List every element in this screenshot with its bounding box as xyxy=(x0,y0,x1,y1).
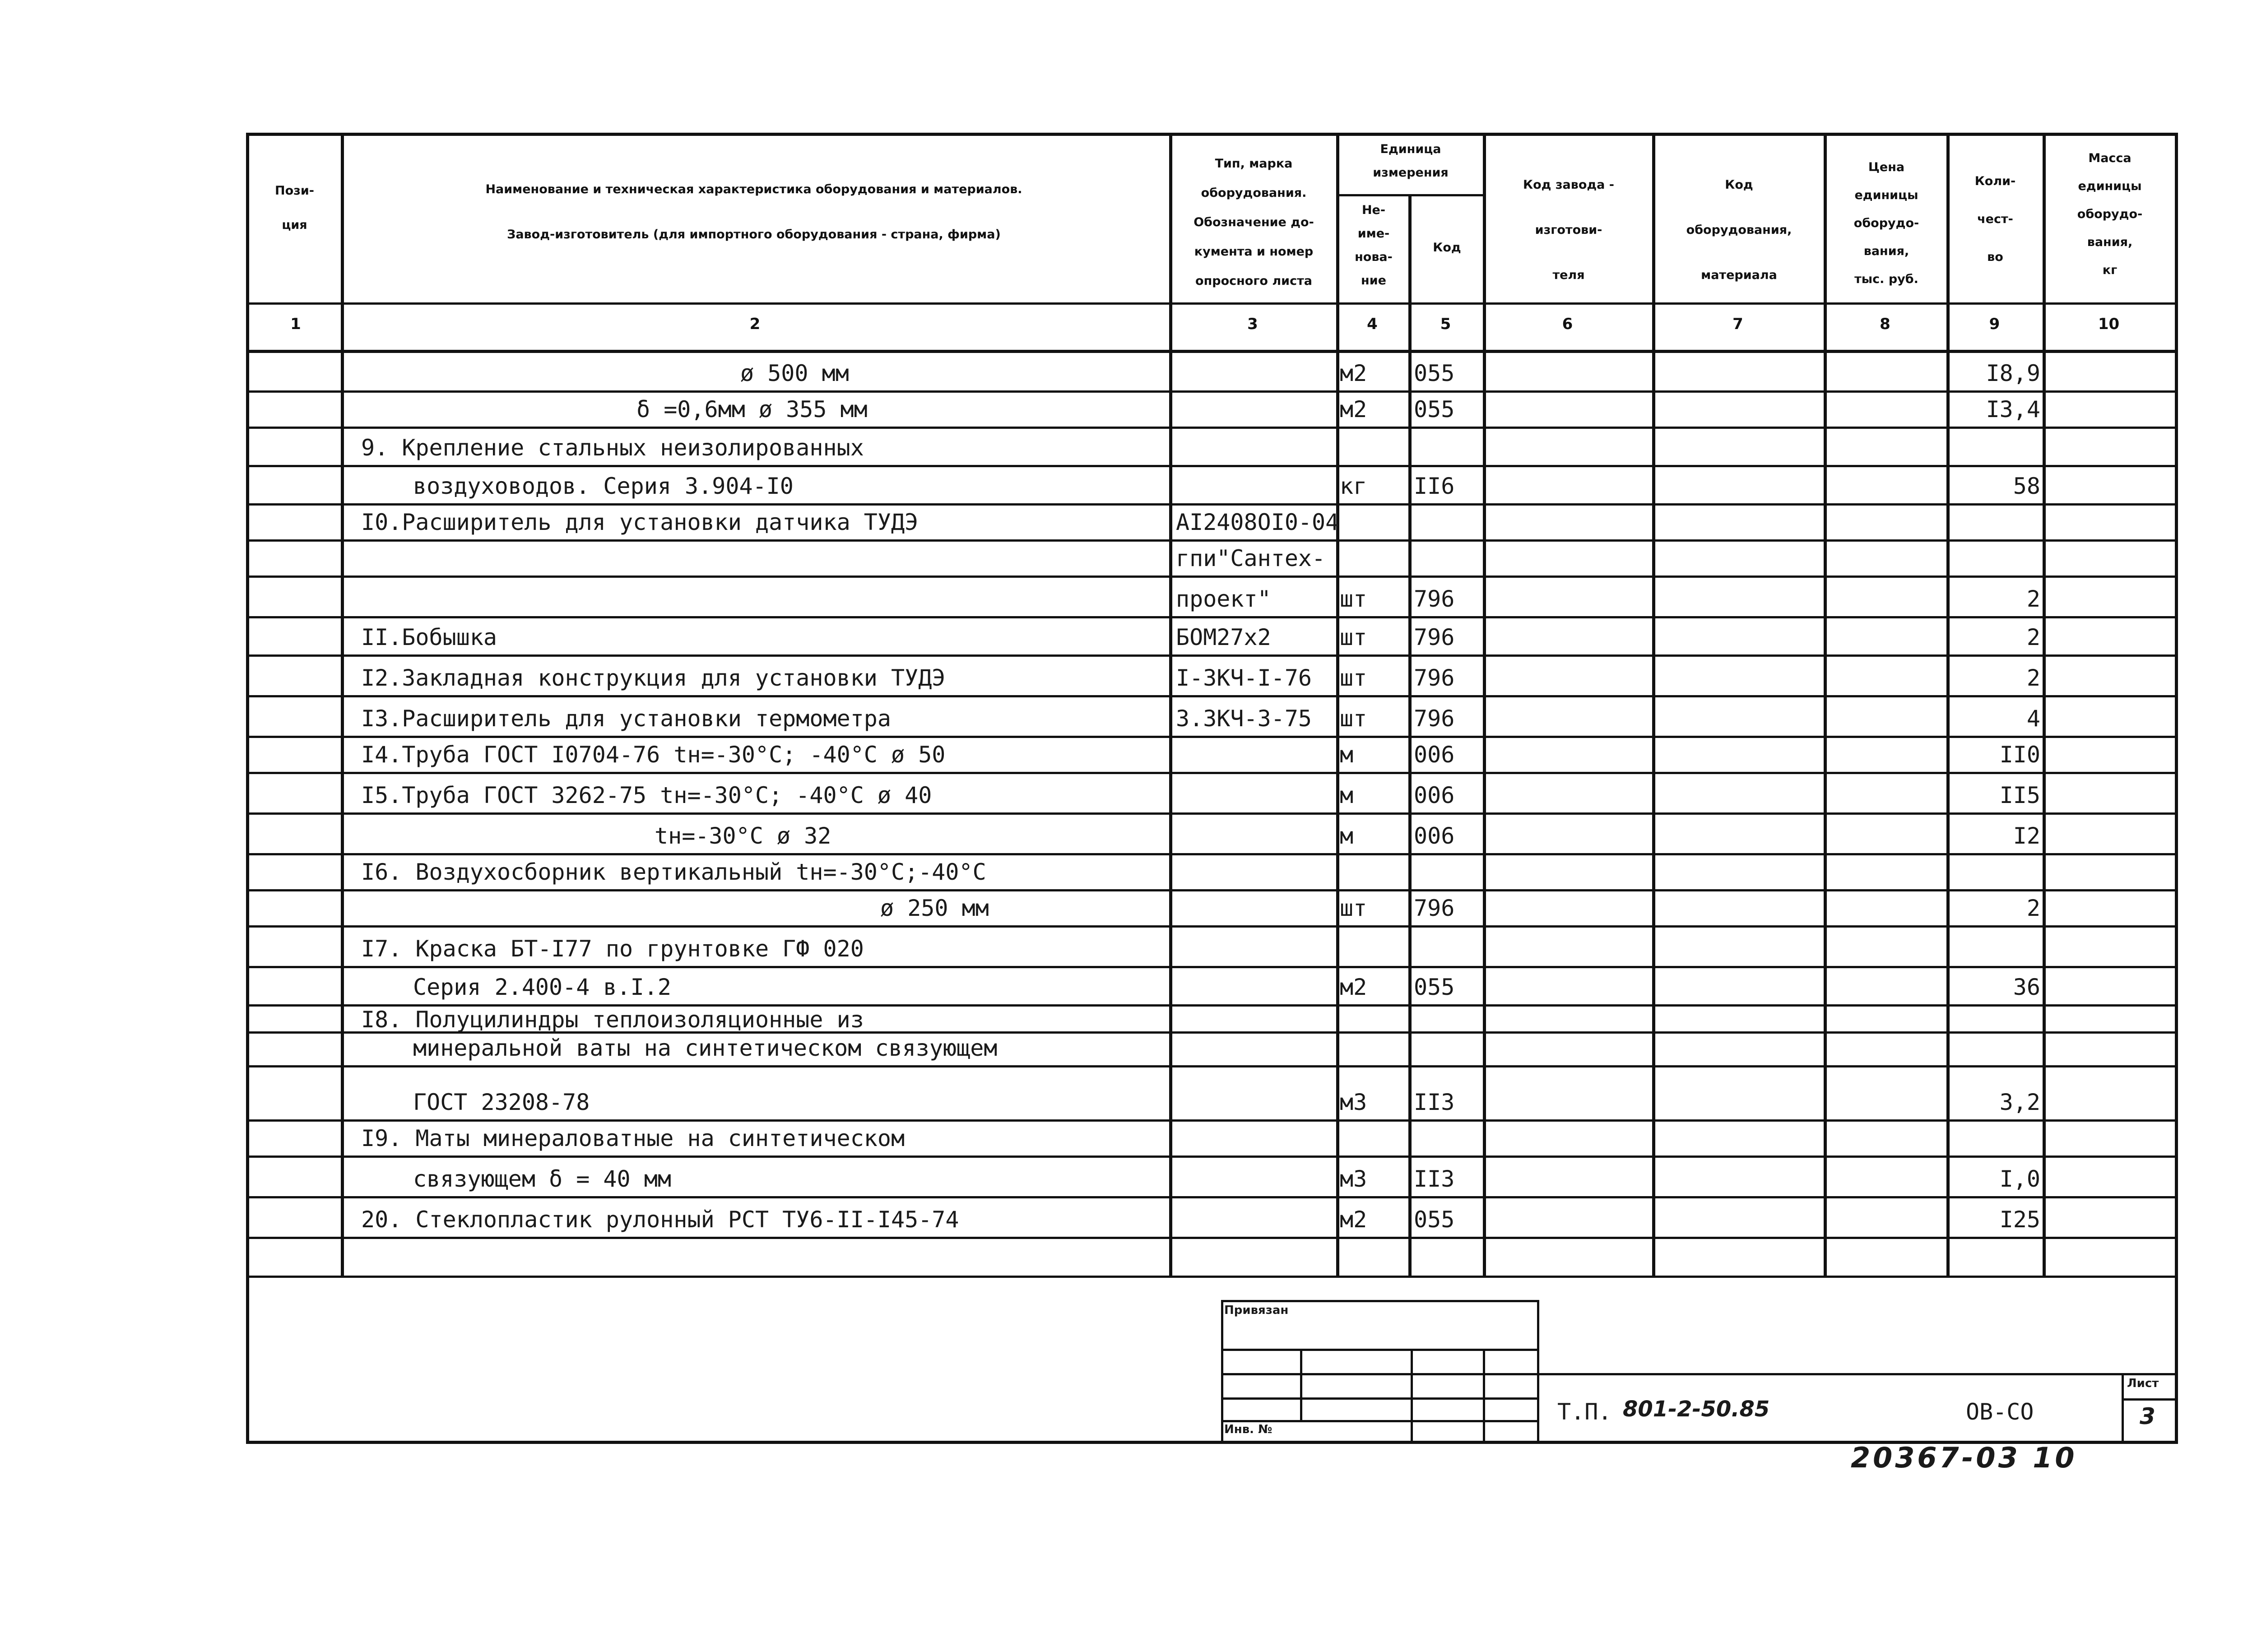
item-quantity: I,0 xyxy=(1999,1166,2040,1192)
item-quantity: I3,4 xyxy=(1986,396,2040,422)
bottom-code: 20367-03 10 xyxy=(1851,1441,2077,1474)
row-divider xyxy=(246,925,2178,928)
column-number: 2 xyxy=(749,315,761,333)
row-divider xyxy=(246,1119,2178,1122)
item-type: проект" xyxy=(1176,586,1271,612)
header-type: Тип, марка оборудования. Обозначение до- кумента и номер опросного листа xyxy=(1194,157,1314,288)
item-name: I4.Труба ГОСТ I0704-76 tн=-30°С; -40°С ø 50 xyxy=(361,742,946,768)
column-number: 10 xyxy=(2098,315,2120,333)
stamp-line xyxy=(1411,1349,1413,1442)
stamp-line xyxy=(1537,1373,2178,1375)
item-name: II.Бобышка xyxy=(361,624,497,650)
header-unit-name: Не- име- нова- ние xyxy=(1355,203,1393,288)
item-unit-code: 055 xyxy=(1414,360,1455,386)
item-unit-code: II6 xyxy=(1414,473,1455,499)
item-name: 9. Крепление стальных неизолированных xyxy=(361,435,864,461)
col-border-2 xyxy=(1169,133,1172,1277)
item-unit-code: 006 xyxy=(1414,742,1455,768)
row-divider xyxy=(246,427,2178,429)
item-unit-code: 796 xyxy=(1414,624,1455,650)
column-number: 4 xyxy=(1367,315,1378,333)
item-unit-code: 796 xyxy=(1414,705,1455,732)
item-type: 3.3КЧ-3-75 xyxy=(1176,705,1312,732)
item-quantity: 2 xyxy=(2026,624,2040,650)
item-unit-code: 796 xyxy=(1414,895,1455,921)
item-unit: м xyxy=(1340,742,1354,768)
stamp-line xyxy=(2122,1373,2124,1441)
col-border-right xyxy=(2175,133,2178,1444)
doc-code-prefix: Т.П. xyxy=(1557,1399,1612,1425)
item-unit: шт xyxy=(1340,705,1367,732)
sheet-label: Лист xyxy=(2127,1377,2159,1390)
row-divider xyxy=(246,736,2178,738)
stamp-line xyxy=(1537,1300,1539,1442)
row-divider xyxy=(246,539,2178,542)
item-quantity: 2 xyxy=(2026,665,2040,691)
row-divider xyxy=(246,772,2178,774)
col-border-8 xyxy=(1946,133,1950,1277)
item-quantity: 4 xyxy=(2026,705,2040,732)
item-name: I3.Расширитель для установки термометра xyxy=(361,705,891,732)
col-border-1 xyxy=(341,133,344,1277)
item-unit-code: 055 xyxy=(1414,1207,1455,1233)
row-divider xyxy=(246,465,2178,467)
item-unit-code: 055 xyxy=(1414,396,1455,422)
unit-group-divider xyxy=(1336,194,1483,196)
stamp-line xyxy=(1221,1300,1223,1442)
col-border-7 xyxy=(1824,133,1827,1277)
item-unit: шт xyxy=(1340,665,1367,691)
stamp-line xyxy=(2122,1398,2178,1401)
item-name: I2.Закладная конструкция для установки ТУДЭ xyxy=(361,665,946,691)
header-name: Наименование и техническая характеристика оборудования и материалов. Завод-изготовитель (для импортного оборудования - страна, фирма) xyxy=(485,182,1022,241)
item-quantity: I2 xyxy=(2013,823,2040,849)
col-border-left xyxy=(246,133,249,1444)
item-unit: м2 xyxy=(1340,396,1367,422)
item-name: воздуховодов. Серия 3.904-I0 xyxy=(413,473,794,499)
header-quantity: Коли- чест- во xyxy=(1974,174,2016,264)
header-position: Пози- ция xyxy=(275,184,314,232)
item-quantity: 2 xyxy=(2026,895,2040,921)
row-divider xyxy=(246,575,2178,578)
column-number: 9 xyxy=(1989,315,2000,333)
item-unit: м2 xyxy=(1340,974,1367,1000)
header-unit-group: Единица измерения xyxy=(1373,142,1449,180)
row-divider xyxy=(246,503,2178,506)
doc-mark: ОВ-СО xyxy=(1966,1399,2034,1425)
item-unit-code: 006 xyxy=(1414,782,1455,808)
item-name: I6. Воздухосборник вертикальный tн=-30°С;-40°С xyxy=(361,859,986,885)
col-border-5 xyxy=(1483,133,1486,1277)
item-name: I7. Краска БТ-I77 по грунтовке ГФ 020 xyxy=(361,936,864,962)
item-name: I0.Расширитель для установки датчика ТУДЭ xyxy=(361,509,919,535)
header-unit-code: Код xyxy=(1433,241,1461,255)
header-equipment-code: Код оборудования, материала xyxy=(1686,178,1792,282)
item-name: I8. Полуцилиндры теплоизоляционные из xyxy=(361,1007,864,1033)
stamp-line xyxy=(1221,1397,1537,1400)
col-border-6 xyxy=(1652,133,1655,1277)
item-quantity: I25 xyxy=(1999,1207,2040,1233)
column-number: 5 xyxy=(1440,315,1451,333)
item-name: Серия 2.400-4 в.I.2 xyxy=(413,974,671,1000)
stamp-privyazan: Привязан xyxy=(1224,1304,1289,1317)
stamp-line xyxy=(1483,1349,1485,1442)
item-name: связующем δ = 40 мм xyxy=(413,1166,671,1192)
item-unit: м xyxy=(1340,782,1354,808)
item-quantity: 2 xyxy=(2026,586,2040,612)
stamp-line xyxy=(1221,1373,1537,1375)
item-quantity: 36 xyxy=(2013,974,2040,1000)
col-border-3 xyxy=(1336,133,1339,1277)
item-unit-code: 006 xyxy=(1414,823,1455,849)
item-name: ГОСТ 23208-78 xyxy=(413,1089,590,1115)
item-unit-code: II3 xyxy=(1414,1166,1455,1192)
item-unit: шт xyxy=(1340,895,1367,921)
col-border-9 xyxy=(2043,133,2046,1277)
item-name: 20. Стеклопластик рулонный РСТ ТУ6-II-I45-74 xyxy=(361,1207,959,1233)
sheet-number: 3 xyxy=(2140,1403,2155,1429)
item-unit: кг xyxy=(1340,473,1367,499)
row-divider xyxy=(246,1065,2178,1067)
column-number: 8 xyxy=(1880,315,1890,333)
header-number-divider xyxy=(246,302,2178,305)
item-type: AI2408OI0-04 xyxy=(1176,509,1339,535)
item-quantity: II5 xyxy=(1999,782,2040,808)
item-unit: м2 xyxy=(1340,1207,1367,1233)
item-unit: м3 xyxy=(1340,1166,1367,1192)
item-unit: м xyxy=(1340,823,1354,849)
item-quantity: II0 xyxy=(1999,742,2040,768)
row-divider xyxy=(246,654,2178,657)
row-divider xyxy=(246,1237,2178,1239)
item-type: I-3КЧ-I-76 xyxy=(1176,665,1312,691)
item-name: минеральной ваты на синтетическом связующем xyxy=(413,1035,998,1061)
item-name: ø 250 мм xyxy=(880,895,989,921)
item-unit-code: 055 xyxy=(1414,974,1455,1000)
header-mass: Масса единицы оборудо- вания, кг xyxy=(2077,151,2143,277)
row-divider xyxy=(246,616,2178,618)
item-name: I5.Труба ГОСТ 3262-75 tн=-30°С; -40°С ø 40 xyxy=(361,782,932,808)
item-unit-code: 796 xyxy=(1414,665,1455,691)
stamp-line xyxy=(1221,1349,1537,1351)
item-name: tн=-30°С ø 32 xyxy=(655,823,831,849)
item-name: I9. Маты минераловатные на синтетическом xyxy=(361,1125,905,1151)
item-type: БОМ27х2 xyxy=(1176,624,1271,650)
header-bottom-border xyxy=(246,350,2178,353)
item-type: гпи"Сантех- xyxy=(1176,545,1326,571)
row-divider xyxy=(246,1155,2178,1158)
item-unit: шт xyxy=(1340,624,1367,650)
column-number: 6 xyxy=(1562,315,1573,333)
header-price: Цена единицы оборудо- вания, тыс. руб. xyxy=(1853,160,1919,286)
rows-end-line xyxy=(246,1276,2178,1278)
row-divider xyxy=(246,853,2178,855)
stamp-inv: Инв. № xyxy=(1224,1423,1272,1436)
item-unit: м3 xyxy=(1340,1089,1367,1115)
column-number: 1 xyxy=(290,315,301,333)
row-divider xyxy=(246,695,2178,697)
item-unit: шт xyxy=(1340,586,1367,612)
stamp-line xyxy=(1221,1420,1537,1422)
stamp-line xyxy=(1221,1300,1537,1302)
column-number: 7 xyxy=(1732,315,1743,333)
item-quantity: 3,2 xyxy=(1999,1089,2040,1115)
item-unit-code: 796 xyxy=(1414,586,1455,612)
row-divider xyxy=(246,390,2178,393)
stamp-line xyxy=(1300,1349,1302,1421)
item-quantity: 58 xyxy=(2013,473,2040,499)
item-name: δ =0,6мм ø 355 мм xyxy=(636,396,868,422)
item-unit: м2 xyxy=(1340,360,1367,386)
row-divider xyxy=(246,812,2178,815)
item-unit-code: II3 xyxy=(1414,1089,1455,1115)
doc-number: 801-2-50.85 xyxy=(1623,1397,1770,1422)
column-number: 3 xyxy=(1247,315,1258,333)
row-divider xyxy=(246,966,2178,968)
row-divider xyxy=(246,1196,2178,1198)
row-divider xyxy=(246,889,2178,891)
item-name: ø 500 мм xyxy=(740,360,849,386)
item-quantity: I8,9 xyxy=(1986,360,2040,386)
header-factory-code: Код завода - изготови- теля xyxy=(1523,178,1614,282)
table-top-border xyxy=(246,133,2178,136)
